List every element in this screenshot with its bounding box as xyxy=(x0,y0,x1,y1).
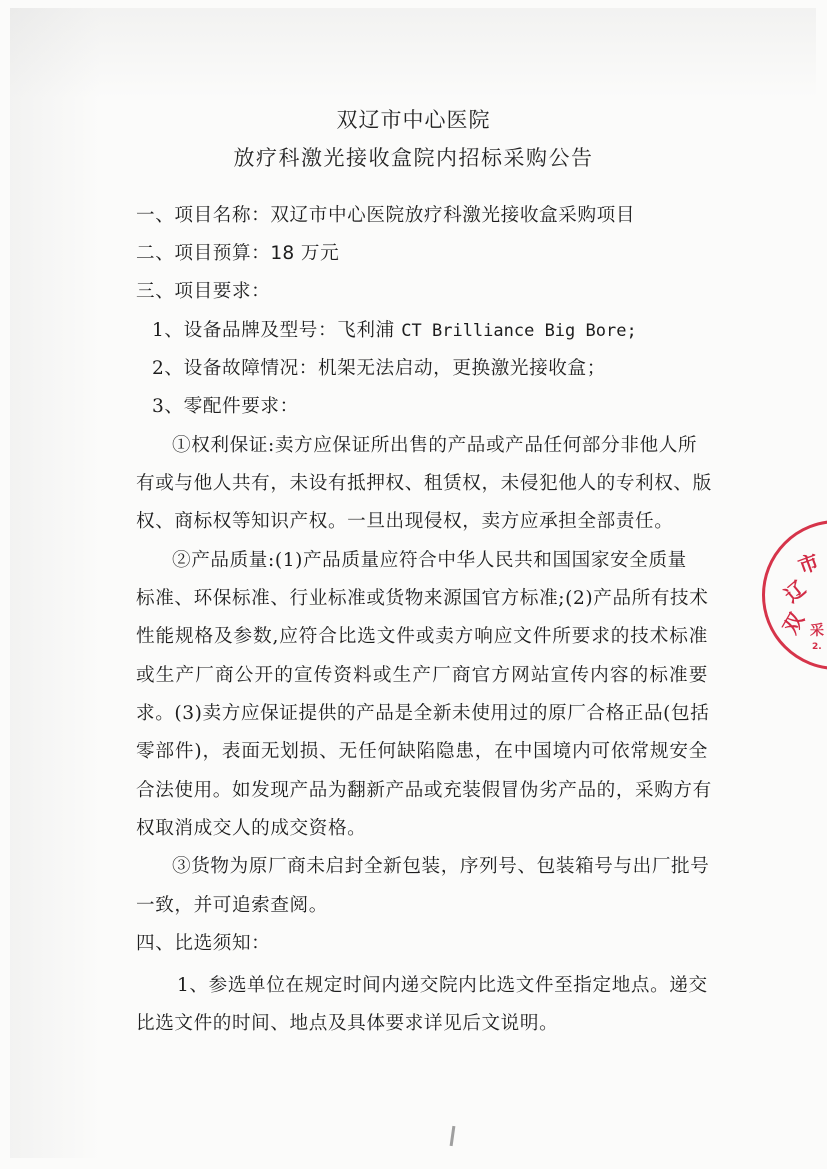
product-quality-line-1: ②产品质量:(1)产品质量应符合中华人民共和国国家安全质量 xyxy=(172,550,687,571)
product-quality-line-5: 求。(3)卖方应保证提供的产品是全新未使用过的原厂合格正品(包括 xyxy=(136,703,710,724)
budget-amount: 18 xyxy=(270,243,295,264)
device-model-value: CT Brilliance Big Bore; xyxy=(401,321,637,341)
requirement-parts-heading: 3、零配件要求： xyxy=(152,396,299,417)
section-project-requirements: 三、项目要求： xyxy=(136,281,271,302)
product-quality-line-2: 标准、环保标准、行业标准或货物来源国官方标准;(2)产品所有技术 xyxy=(136,588,709,609)
product-quality-line-3: 性能规格及参数,应符合比选文件或卖方响应文件所要求的技术标准 xyxy=(136,626,708,647)
product-quality-line-6: 零部件)，表面无划损、无任何缺陷隐患，在中国境内可依常规安全 xyxy=(136,741,708,762)
seal-fragment-text: 采 xyxy=(810,623,824,639)
product-quality-line-8: 权取消成交人的成交资格。 xyxy=(136,818,367,839)
device-model-label: 1、设备品牌及型号：飞利浦 xyxy=(152,320,402,341)
section-bidding-notice: 四、比选须知： xyxy=(136,933,271,954)
seal-char-2: 辽 xyxy=(779,576,811,608)
product-quality-line-7: 合法使用。如发现产品为翻新产品或充装假冒伪劣产品的，采购方有 xyxy=(136,780,712,801)
seal-char-1: 双 xyxy=(777,608,809,638)
bidding-notice-line-1: 1、参选单位在规定时间内递交院内比选文件至指定地点。递交 xyxy=(177,975,708,996)
packaging-line-1: ③货物为原厂商未启封全新包装，序列号、包装箱号与出厂批号 xyxy=(172,856,710,877)
section-project-name: 一、项目名称：双辽市中心医院放疗科激光接收盒采购项目 xyxy=(136,205,636,226)
rights-guarantee-line-2: 有或与他人共有，未设有抵押权、租赁权，未侵犯他人的专利权、版 xyxy=(136,473,712,494)
seal-fragment-digit: 2. xyxy=(812,642,822,652)
product-quality-line-4: 或生产厂商公开的宣传资料或生产厂商官方网站宣传内容的标准要 xyxy=(136,665,708,686)
budget-label: 二、项目预算： xyxy=(136,243,271,264)
requirement-fault-status: 2、设备故障情况：机架无法启动，更换激光接收盒； xyxy=(152,358,606,379)
document-title-notice: 放疗科激光接收盒院内招标采购公告 xyxy=(233,146,594,170)
packaging-line-2: 一致，并可追索查阅。 xyxy=(136,895,328,916)
budget-unit: 万元 xyxy=(294,243,340,264)
document-title-hospital: 双辽市中心医院 xyxy=(336,108,491,132)
rights-guarantee-line-3: 权、商标权等知识产权。一旦出现侵权，卖方应承担全部责任。 xyxy=(136,511,674,532)
bidding-notice-line-2: 比选文件的时间、地点及具体要求详见后文说明。 xyxy=(136,1013,559,1034)
seal-char-3: 市 xyxy=(795,549,823,579)
rights-guarantee-line-1: ①权利保证:卖方应保证所出售的产品或产品任何部分非他人所 xyxy=(172,435,698,456)
